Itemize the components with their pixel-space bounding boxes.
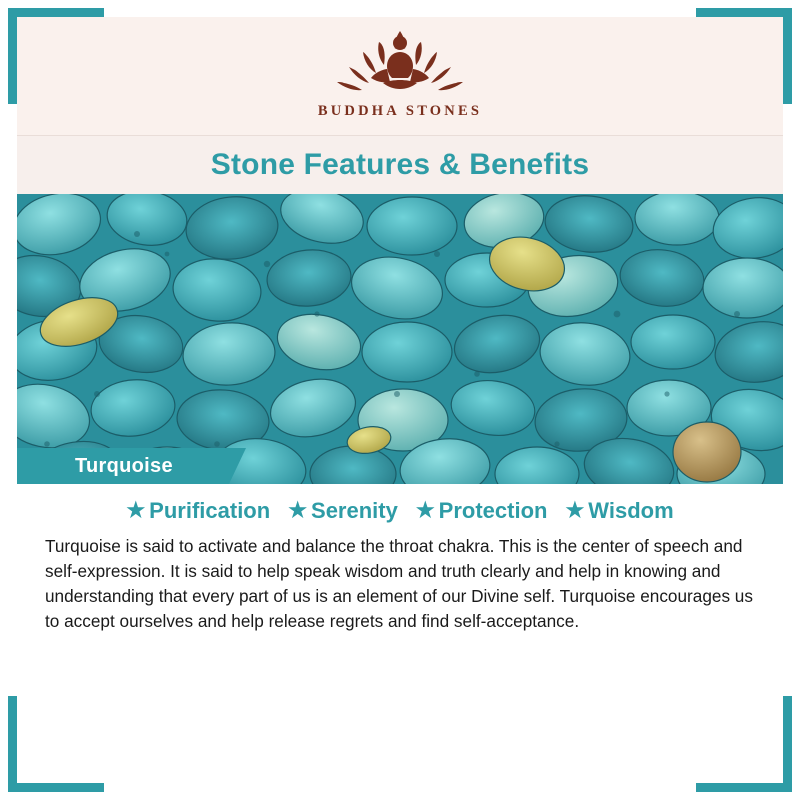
description-text: Turquoise is said to activate and balance the throat chakra. This is the center of speech and self-expression. It is said to help speak wisdom and truth clearly and help in knowing and understanding that every part of us is an element of our Divine self. Turquoise encourages us to accept ourselves and help release regrets and find self-acceptance. <box>45 536 753 631</box>
brand-header <box>17 17 783 135</box>
content-area <box>17 17 783 783</box>
benefit-item <box>288 498 398 524</box>
benefit-label: Serenity <box>311 498 398 523</box>
benefit-item <box>416 498 548 524</box>
star-icon: ★ <box>415 498 435 522</box>
benefits-list <box>17 498 783 524</box>
page-title: Stone Features & Benefits <box>210 148 590 181</box>
benefit-item <box>565 498 673 524</box>
section-title-bar <box>17 135 783 194</box>
lotus-meditation-icon <box>325 25 475 103</box>
benefit-label: Protection <box>438 498 548 523</box>
bottom-spacer <box>17 634 783 674</box>
star-icon: ★ <box>288 498 308 522</box>
benefits-section <box>17 484 783 524</box>
benefit-item <box>126 498 270 524</box>
stone-name-badge: Turquoise <box>17 448 229 484</box>
benefit-label: Purification <box>149 498 271 523</box>
star-icon: ★ <box>565 498 585 522</box>
brand-name: BUDDHA STONES <box>317 103 483 119</box>
benefit-label: Wisdom <box>588 498 674 523</box>
star-icon: ★ <box>126 498 146 522</box>
turquoise-stones-photo <box>17 194 783 484</box>
